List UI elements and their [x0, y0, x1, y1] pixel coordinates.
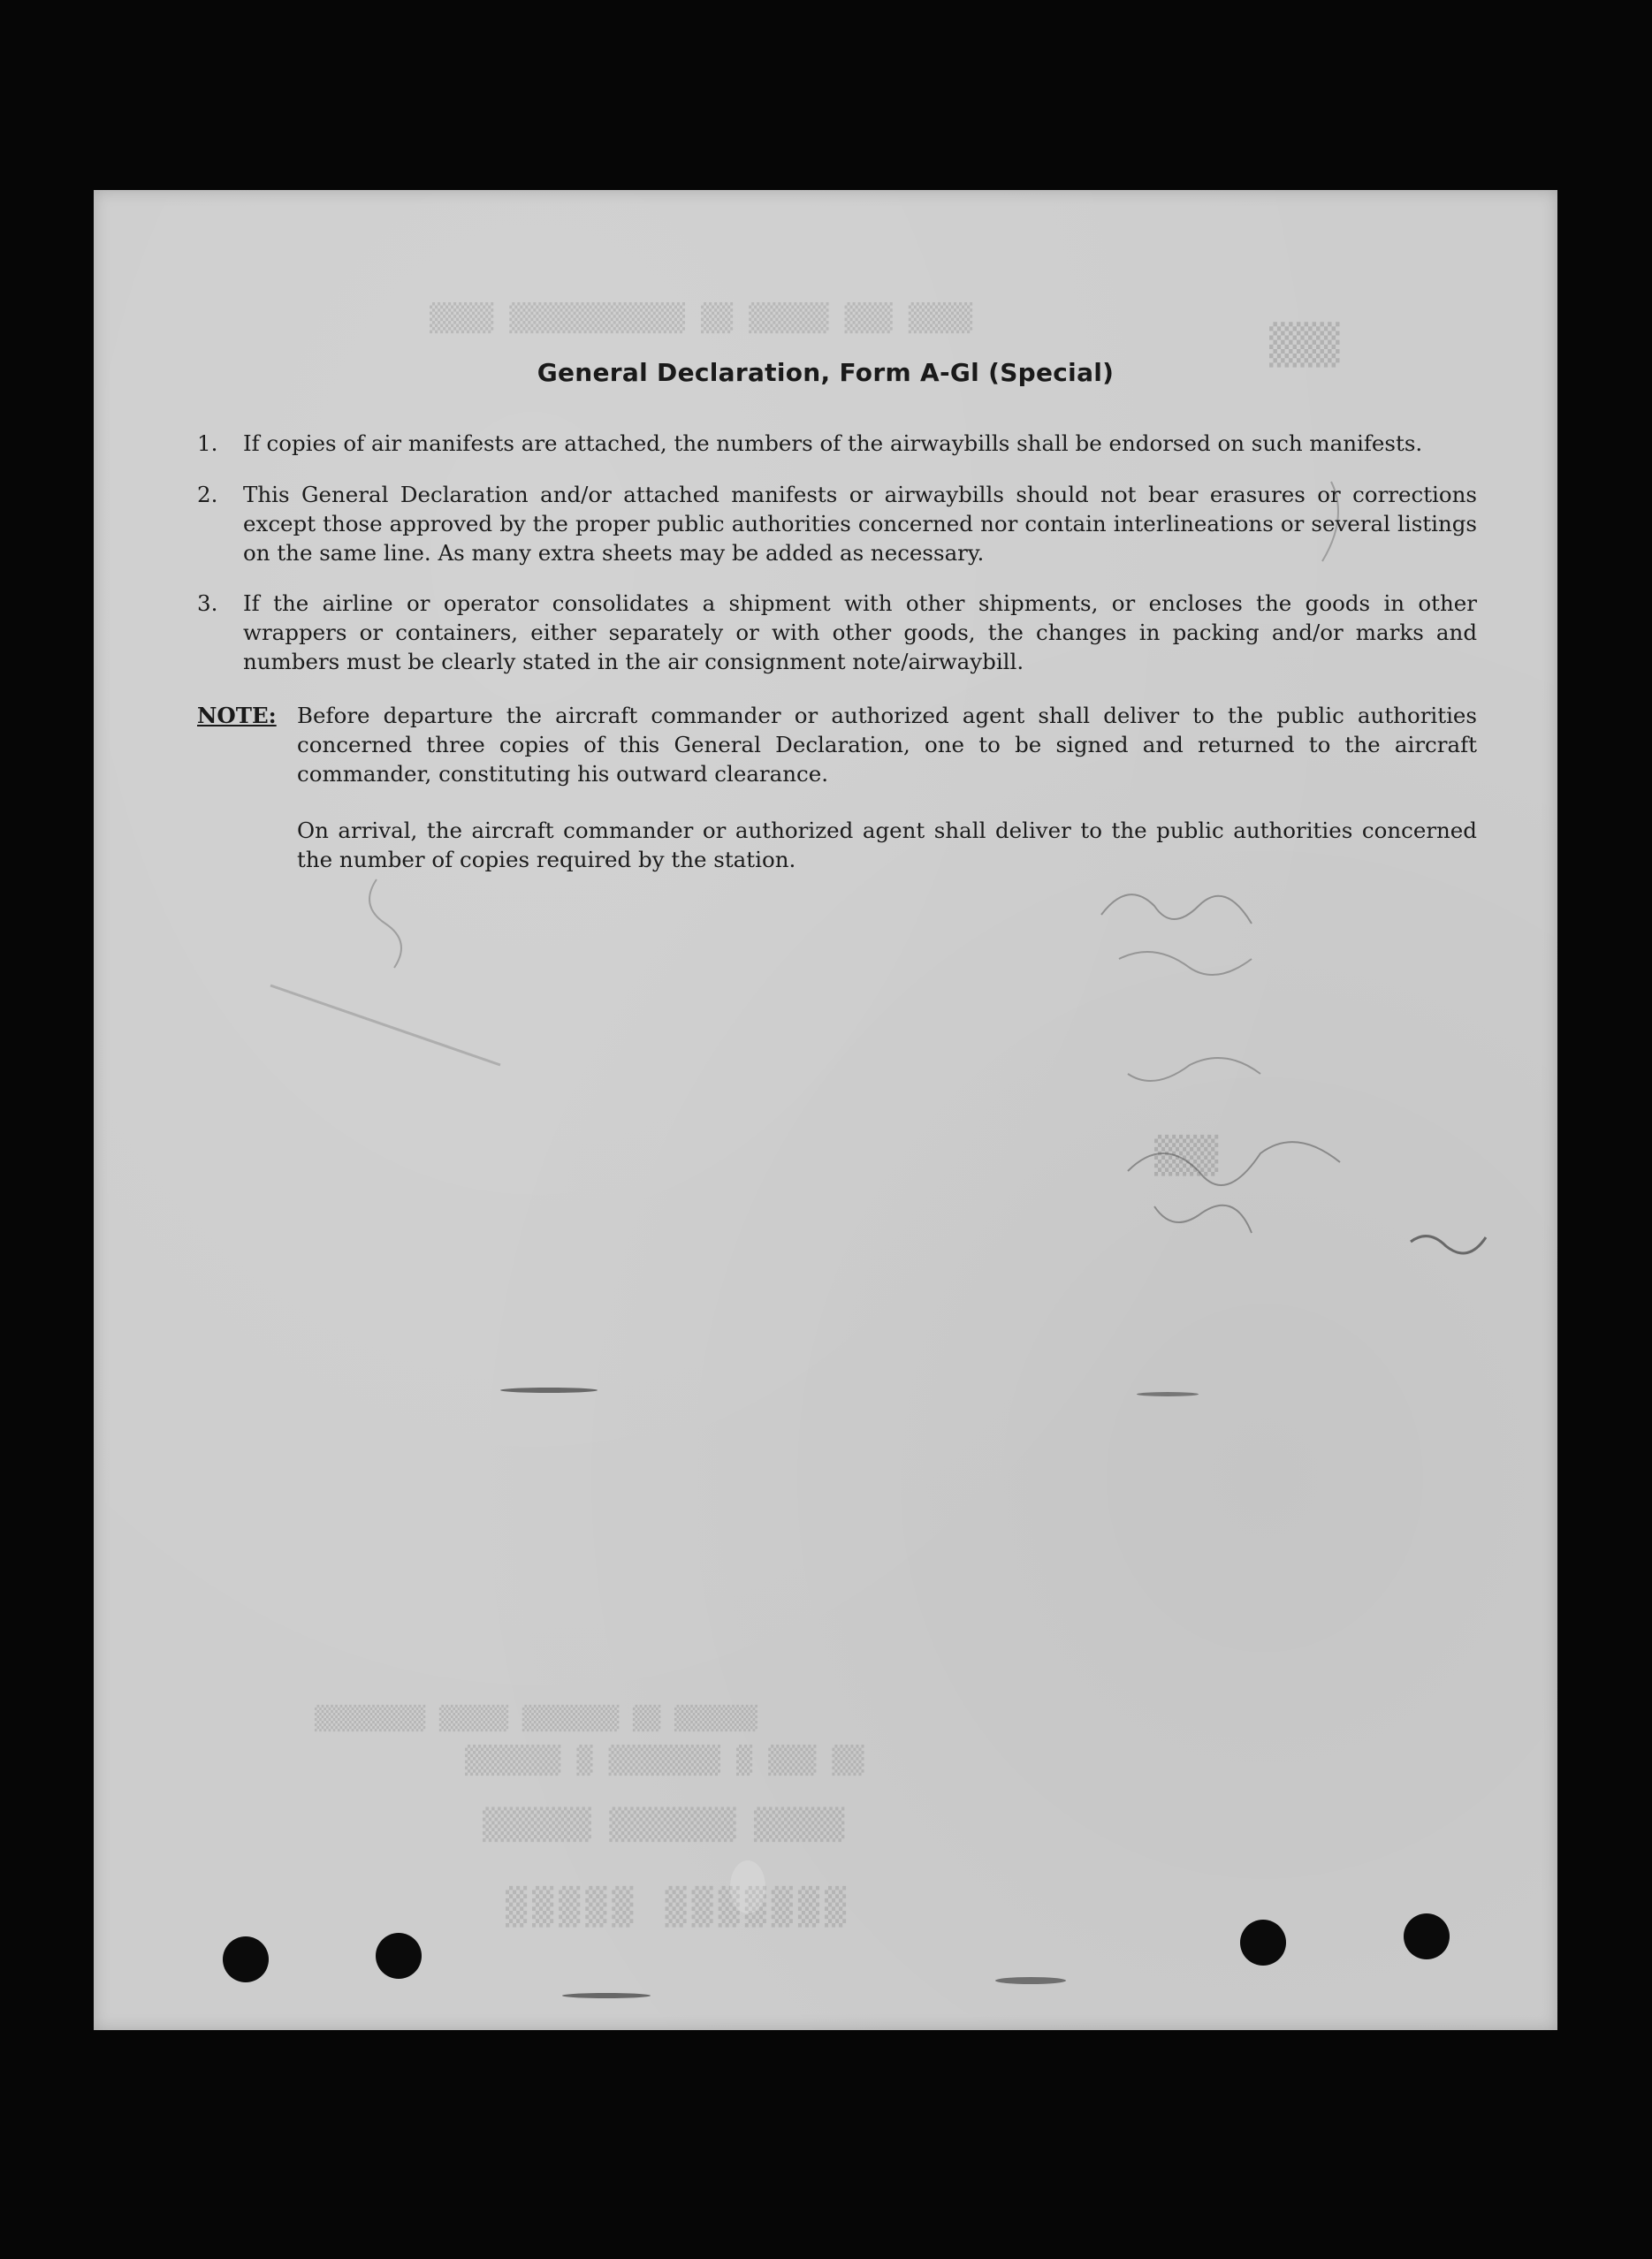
paper-smudge [500, 1388, 598, 1393]
bleed-through-text: ▒▒ ▒▒▒ ▒ ▒▒▒▒▒▒▒ ▒ ▒▒▒▒▒▒ [465, 1746, 864, 1776]
list-item-text: This General Declaration and/or attached manifests or airwaybills should not bear erasures or corrections except those approved by the proper public authorities concerned nor contain interlineations or several listings on the same line. As many extra sheets may be added as necessary. [243, 482, 1477, 566]
list-item-number: 3. [197, 590, 218, 616]
note-text [297, 701, 1477, 874]
punch-hole [1404, 1913, 1450, 1959]
bleed-through-text: ▒▒▒▒ ▒▒▒ ▒▒▒▒▒ ▒▒ ▒▒▒▒▒▒▒▒▒▒▒ ▒▒▒▒ [430, 303, 973, 334]
paper-smudge [730, 1860, 765, 1913]
bleed-through-text: ▒▒▒▒▒▒ ▒▒ ▒▒▒▒▒▒▒ ▒▒▒▒▒ ▒▒▒▒▒▒▒▒ [315, 1706, 757, 1732]
bleed-through-text: ▒▒▒ [1154, 1136, 1219, 1176]
list-item-number: 1. [197, 430, 218, 456]
paper-smudge [1137, 1392, 1199, 1396]
punch-hole [376, 1933, 422, 1979]
list-item-text: If the airline or operator consolidates a shipment with other shipments, or encloses the goods in other wrappers or containers, either separately or with other goods, the changes in packing and/or marks and numbers must be clearly stated in the air consignment note/airwaybill. [243, 590, 1477, 674]
note-paragraph: On arrival, the aircraft commander or authorized agent shall deliver to the public authorities concerned the number of copies required by the station. [297, 818, 1477, 872]
bleed-through-text: ▒▒▒ [1269, 323, 1340, 368]
punch-hole [223, 1936, 269, 1982]
pencil-annotations [94, 190, 1557, 2030]
list-item-text: If copies of air manifests are attached, the numbers of the airwaybills shall be endorsed on such manifests. [243, 430, 1423, 456]
punch-hole [1240, 1920, 1286, 1966]
paper-smudge [995, 1977, 1066, 1984]
paper-smudge [562, 1993, 651, 1998]
note-label: NOTE: [197, 703, 277, 728]
document-title: General Declaration, Form A-Gl (Special) [537, 358, 1115, 387]
note-paragraph: Before departure the aircraft commander or authorized agent shall deliver to the public authorities concerned three copies of this General Declaration, one to be signed and returned to the aircraft commander, constituting his outward clearance. [297, 703, 1477, 787]
list-item-number: 2. [197, 482, 218, 507]
bleed-through-text: ▒▒▒▒▒ ▒▒▒▒▒▒▒ ▒▒▒▒▒▒ [483, 1807, 845, 1843]
bleed-through-text: ▒▒▒▒▒▒▒ ▒▒▒▒▒ [500, 1887, 847, 1928]
document-page [94, 190, 1557, 2030]
